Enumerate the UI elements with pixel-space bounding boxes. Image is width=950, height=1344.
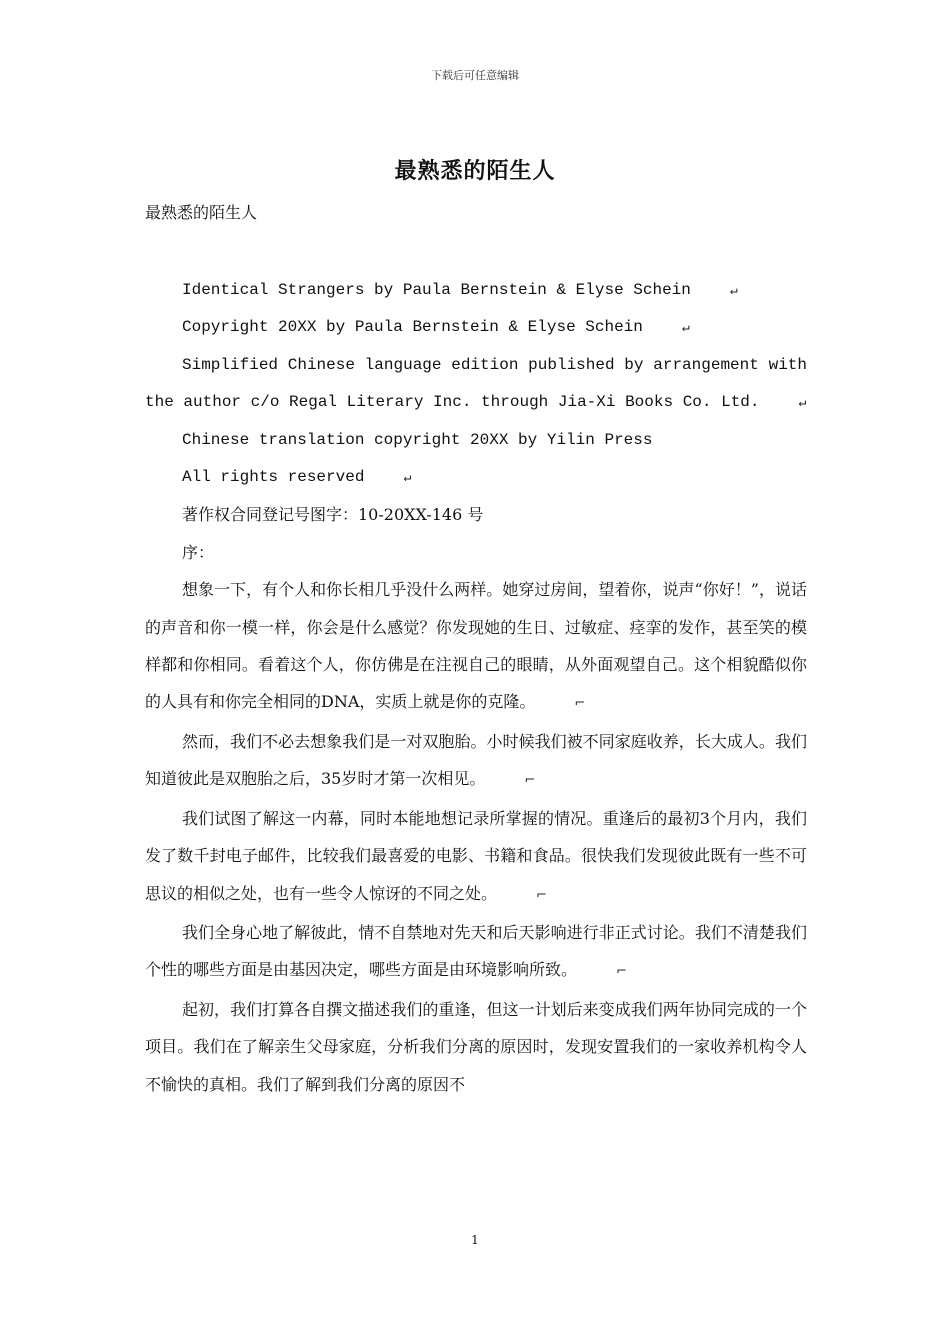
paragraph: Simplified Chinese language edition published by arrangement with the author c/o Regal Literary Inc. through Jia-Xi Books Co. Ltd. ↵ <box>145 347 807 422</box>
document-body <box>145 272 807 1103</box>
paragraph-mark-icon: ⌐ <box>524 773 536 789</box>
paragraph: Identical Strangers by Paula Bernstein & Elyse Schein ↵ <box>145 272 807 309</box>
paragraph: Chinese translation copyright 20XX by Yilin Press <box>182 430 653 449</box>
document-subtitle: 最熟悉的陌生人 <box>145 203 258 222</box>
paragraph: 著作权合同登记号图字：10-20XX-146 号 <box>182 505 484 525</box>
line-break-mark-icon: ↵ <box>798 395 807 411</box>
paragraph: Copyright 20XX by Paula Bernstein & Elyse Schein ↵ <box>145 309 807 346</box>
page-number: 1 <box>471 1233 479 1247</box>
line-break-mark-icon: ↵ <box>403 470 412 486</box>
paragraph-mark-icon: ⌐ <box>536 887 547 903</box>
header-note: 下载后可任意编辑 <box>431 69 519 82</box>
paragraph: All rights reserved ↵ <box>145 459 807 496</box>
paragraph: 然而，我们不必去想象我们是一对双胞胎。小时候我们被不同家庭收养，长大成人。我们知道彼此是双胞胎之后，35岁时才第一次相见。 ⌐ <box>145 723 807 800</box>
paragraph: 起初，我们打算各自撰文描述我们的重逢，但这一计划后来变成我们两年协同完成的一个项目。我们在了解亲生父母家庭，分析我们分离的原因时，发现安置我们的一家收养机构令人不愉快的真相。我们了解到我们分离的原因不 <box>145 999 807 1094</box>
paragraph: 想象一下，有个人和你长相几乎没什么两样。她穿过房间，望着你，说声“你好！”，说话的声音和你一模一样，你会是什么感觉？你发现她的生日、过敏症、痉挛的发作，甚至笑的模样都和你相同。看着这个人，你仿佛是在注视自己的眼睛，从外面观望自己。这个相貌酷似你的人具有和你完全相同的DNA，实质上就是你的克隆。 ⌐ <box>145 571 807 723</box>
paragraph: 我们试图了解这一内幕，同时本能地想记录所掌握的情况。重逢后的最初3个月内，我们发了数千封电子邮件，比较我们最喜爱的电影、书籍和食品。很快我们发现彼此既有一些不可思议的相似之处，也有一些令人惊讶的不同之处。 ⌐ <box>145 800 807 914</box>
paragraph-mark-icon: ⌐ <box>616 964 627 980</box>
document-title: 最熟悉的陌生人 <box>394 158 556 184</box>
paragraph: 我们全身心地了解彼此，情不自禁地对先天和后天影响进行非正式讨论。我们不清楚我们个性的哪些方面是由基因决定，哪些方面是由环境影响所致。 ⌐ <box>145 914 807 991</box>
line-break-mark-icon: ↵ <box>729 283 738 298</box>
line-break-mark-icon: ↵ <box>681 320 690 336</box>
paragraph: 序： <box>182 542 215 562</box>
paragraph-mark-icon: ⌐ <box>574 696 586 712</box>
